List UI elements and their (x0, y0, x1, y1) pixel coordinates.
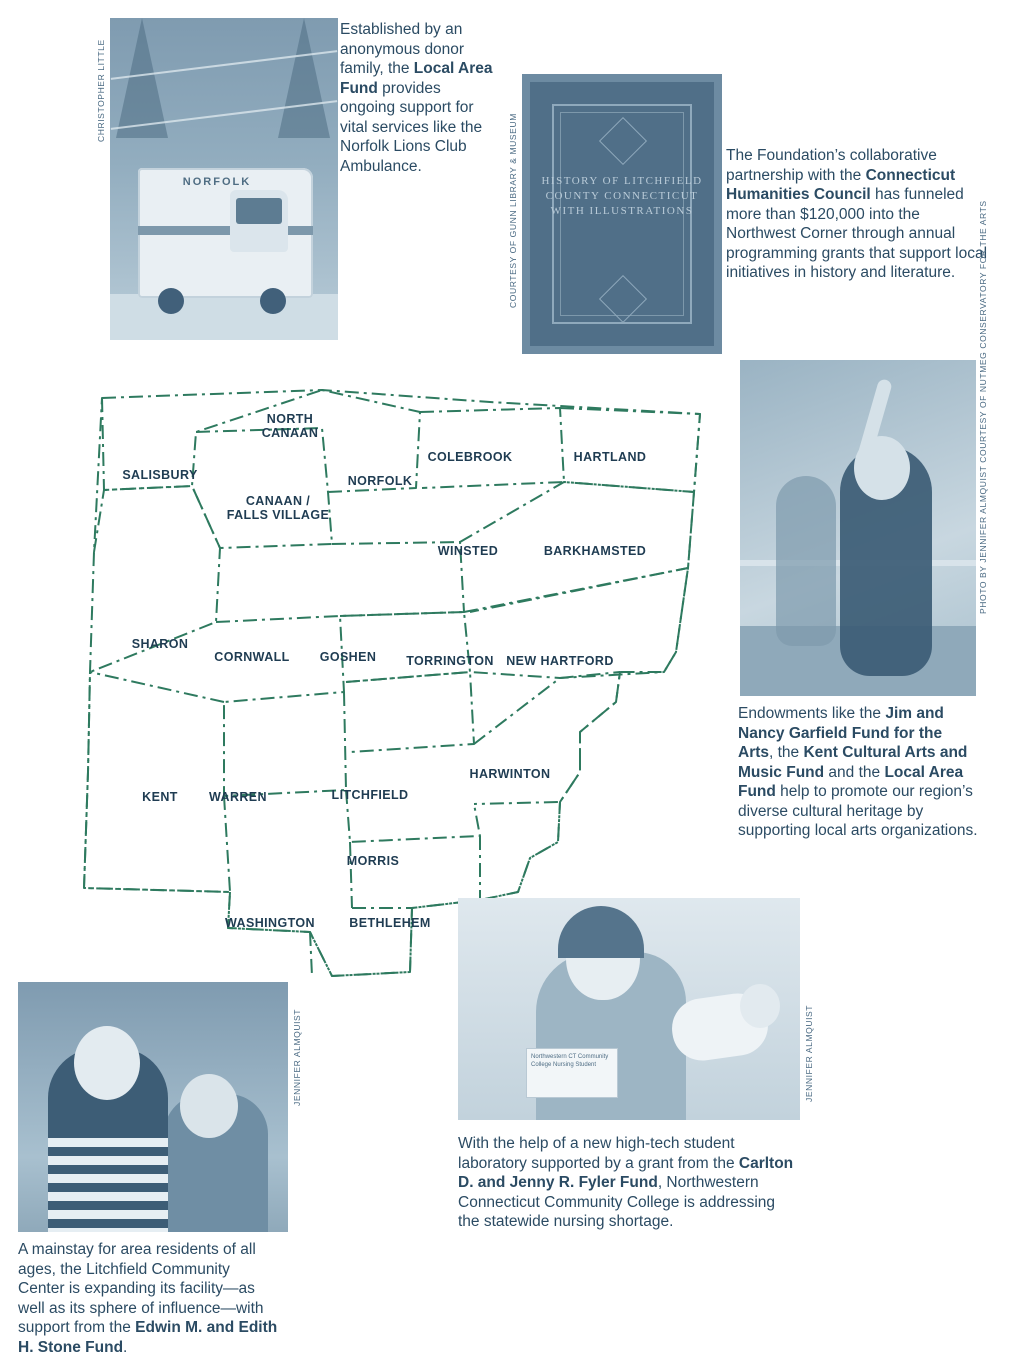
humanities-caption (726, 146, 988, 283)
nursing-caption-bold1: Carlton D. and Jenny R. Fyler Fund (458, 1154, 794, 1191)
map-town-label-kent: KENT (142, 790, 178, 804)
map-town-label-sharon: SHARON (131, 637, 189, 651)
community-center-photo-credit: JENNIFER ALMQUIST (292, 1008, 302, 1106)
map-town-label-morris: MORRIS (346, 854, 400, 868)
map-town-label-torrington: TORRINGTON (406, 654, 494, 668)
arts-caption (738, 704, 978, 841)
ambulance-photo (110, 18, 338, 340)
arts-caption-part2: , the (769, 744, 804, 761)
map-town-label-hartland: HARTLAND (573, 450, 647, 464)
community-caption-part2: . (123, 1338, 128, 1356)
nursing-photo-credit: JENNIFER ALMQUIST (804, 1004, 814, 1102)
map-town-label-canaan-falls-village: CANAAN / FALLS VILLAGE (226, 494, 330, 522)
humanities-caption-part2: has funneled more than $120,000 into the Northwest Corner through annual programming grants that support local initiatives in history and literature. (726, 186, 988, 281)
map-town-label-harwinton: HARWINTON (469, 767, 551, 781)
arts-caption-part1: Endowments like the (738, 705, 886, 722)
arts-caption-part4: help to promote our region’s diverse cultural heritage by supporting local arts organizations. (738, 783, 978, 839)
nursing-caption (458, 1134, 794, 1232)
map-town-label-warren: WARREN (209, 790, 267, 804)
nursing-photo (458, 898, 800, 1120)
map-town-label-litchfield: LITCHFIELD (331, 788, 409, 802)
ambulance-caption-part1: Established by an anonymous donor family, the (340, 21, 465, 77)
arts-caption-bold3: Local Area Fund (738, 763, 964, 800)
ambulance-vehicle-label: NORFOLK (182, 176, 252, 188)
nursing-student-badge: Northwestern CT Community College Nursing Student (526, 1048, 618, 1098)
community-center-photo (18, 982, 288, 1232)
litchfield-county-town-map (60, 372, 720, 982)
ambulance-caption-bold1: Local Area Fund (340, 60, 493, 97)
nursing-caption-part1: With the help of a new high-tech student laboratory supported by a grant from the (458, 1135, 739, 1172)
arts-caption-bold2: Kent Cultural Arts and Music Fund (738, 744, 968, 781)
map-town-label-colebrook: COLEBROOK (427, 450, 513, 464)
map-town-label-bethlehem: BETHLEHEM (349, 916, 431, 930)
dancer-photo-credit: PHOTO BY JENNIFER ALMQUIST COURTESY OF NUTMEG CONSERVATORY FOR THE ARTS (978, 200, 988, 614)
map-town-label-barkhamsted: BARKHAMSTED (543, 544, 647, 558)
humanities-caption-bold1: Connecticut Humanities Council (726, 166, 956, 203)
map-town-label-north-canaan: NORTH CANAAN (261, 412, 319, 440)
dancer-photo (740, 360, 976, 696)
book-photo-credit: COURTESY OF GUNN LIBRARY & MUSEUM (508, 113, 518, 308)
map-town-label-new-hartford: NEW HARTFORD (506, 654, 614, 668)
humanities-caption-part1: The Foundation’s collaborative partnership with the (726, 147, 937, 184)
book-photo (522, 74, 722, 354)
nursing-caption-part2: , Northwestern Connecticut Community College is addressing the statewide nursing shortage. (458, 1174, 776, 1230)
ambulance-caption-part2: provides ongoing support for vital services like the Norfolk Lions Club Ambulance. (340, 79, 483, 175)
arts-caption-bold1: Jim and Nancy Garfield Fund for the Arts (738, 705, 944, 761)
map-town-label-winsted: WINSTED (437, 544, 499, 558)
community-caption-bold1: Edwin M. and Edith H. Stone Fund (18, 1319, 278, 1356)
map-town-label-washington: WASHINGTON (225, 916, 315, 930)
book-cover-title: HISTORY OF LITCHFIELD COUNTY CONNECTICUT WITH ILLUSTRATIONS (541, 175, 703, 217)
arts-caption-part3: and the (824, 763, 885, 781)
community-center-caption (18, 1240, 280, 1357)
map-town-label-salisbury: SALISBURY (122, 468, 198, 482)
community-caption-part1: A mainstay for area residents of all ages, the Litchfield Community Center is expanding its facility—as well as its sphere of influence—with support from the (18, 1241, 264, 1336)
map-town-label-norfolk: NORFOLK (347, 474, 413, 488)
ambulance-caption (340, 20, 500, 176)
ambulance-photo-credit: CHRISTOPHER LITTLE (96, 39, 106, 142)
map-town-label-cornwall: CORNWALL (214, 650, 290, 664)
map-town-label-goshen: GOSHEN (319, 650, 377, 664)
